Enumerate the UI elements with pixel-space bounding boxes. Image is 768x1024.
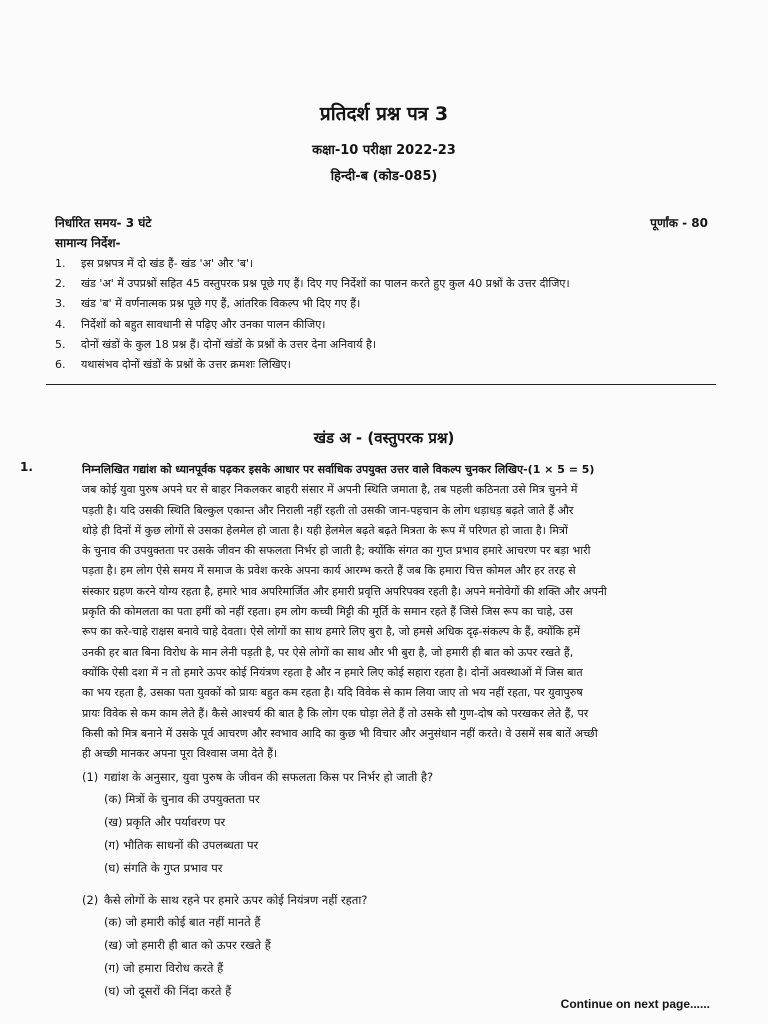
section-heading: खंड अ - (वस्तुपरक प्रश्न) [313,429,455,447]
instruction-text: इस प्रश्नपत्र में दो खंड हैं- खंड 'अ' और 'ब'। [81,257,254,270]
sub-question-stem [82,767,722,788]
instruction-item [55,254,720,274]
sub-question-number: (1) [82,770,99,784]
instruction-item [55,355,720,375]
instruction-number: 1. [55,257,66,270]
instruction-item [55,335,720,355]
instruction-text: खंड 'अ' में उपप्रश्नों सहित 45 वस्तुपरक प्रश्न पूछे गए हैं। दिए गए निर्देशों का पालन करते हुए कुल 40 प्रश्नों के उत्तर दीजिए। [81,277,570,291]
instruction-item [55,315,720,335]
option-ka: (क) जो हमारी कोई बात नहीं मानते हैं [104,915,261,929]
passage-line: ही अच्छी मानकर अपना पूरा विश्वास जमा देते हैं। [82,747,278,761]
passage-line: क्योंकि ऐसी दशा में न तो हमारे ऊपर कोई नियंत्रण रहता है और न हमारे लिए कोई सहारा रहता है। दोनों अवस्थाओं में जिस बात [82,665,583,679]
subject-code-line: हिन्दी-ब (कोड-085) [330,169,438,184]
instruction-item [55,274,720,294]
sub-question-2 [82,890,722,1003]
instruction-text: निर्देशों को बहुत सावधानी से पढ़िए और उनका पालन कीजिए। [81,317,326,331]
passage-line: रूप का करे-चाहे राक्षस बनावे चाहे देवता। ऐसे लोगों का साथ हमारे लिए बुरा है, जो हमसे अधिक दृढ़-संकल्प के हैं, क्योंकि हमें [82,625,580,639]
passage-line: संस्कार ग्रहण करने योग्य रहता है, हमारे भाव अपरिमार्जित और हमारी प्रवृत्ति अपरिपक्व रहती है। अपने मनोवेगों की शक्ति और अपनी [82,584,607,598]
instruction-number: 6. [55,357,66,371]
passage-line: थोड़े ही दिनों में कुछ लोगों से उसका हेलमेल हो जाता है। यही हेलमेल बढ़ते बढ़ते मित्रता के रूप में परिणत हो जाता है। मित्रों [82,523,568,537]
instruction-text: दोनों खंडों के कुल 18 प्रश्न हैं। दोनों खंडों के प्रश्नों के उत्तर देना अनिवार्य है। [81,337,377,351]
instruction-number: 3. [55,297,66,311]
instruction-number: 4. [55,317,66,331]
option-kha: (ख) प्रकृति और पर्यावरण पर [104,815,226,829]
passage-line: जब कोई युवा पुरुष अपने घर से बाहर निकलकर बाहरी संसार में अपनी स्थिति जमाता है, तब पहली कठिनता उसे मित्र चुनने में [82,483,578,497]
continue-note: Continue on next page...... [560,997,710,1011]
instructions-list [55,254,720,375]
instruction-text: यथासंभव दोनों खंडों के प्रश्नों के उत्तर क्रमशः लिखिए। [81,357,291,371]
instruction-item [55,294,720,314]
passage-line: पड़ता है। हम लोग ऐसे समय में समाज के प्रवेश करके अपना कार्य आरम्भ करते हैं जब कि हमारा चित्त कोमल और हर तरह से [82,564,576,578]
option-ka: (क) मित्रों के चुनाव की उपयुक्तता पर [104,792,260,806]
instruction-number: 2. [55,277,66,291]
instruction-number: 5. [55,337,66,351]
option-kha: (ख) जो हमारी ही बात को ऊपर रखते हैं [104,938,271,952]
passage-line: प्रायः विवेक से कम काम लेते हैं। कैसे आश्चर्य की बात है कि लोग एक घोड़ा लेते हैं तो उसके सौ गुण-दोष को परखकर लेते हैं, पर [82,706,589,720]
instructions-heading: सामान्य निर्देश- [55,236,121,250]
sub-question-stem [82,890,722,911]
option-ga: (ग) जो हमारा विरोध करते हैं [104,961,224,975]
sub-question-text: कैसे लोगों के साथ रहने पर हमारे ऊपर कोई नियंत्रण नहीं रहता? [104,893,368,907]
instruction-text: खंड 'ब' में वर्णनात्मक प्रश्न पूछे गए हैं, आंतरिक विकल्प भी दिए गए हैं। [81,297,361,311]
sub-question-1 [82,767,722,880]
passage-line: प्रकृति की कोमलता का पता हमीं को नहीं रहता। हम लोग कच्ची मिट्टी की मूर्ति के समान रहते हैं जिसे जिस रूप का चाहे, उस [82,605,573,619]
passage [82,460,714,764]
option-gha: (घ) जो दूसरों की निंदा करते हैं [104,984,232,998]
passage-line: का भय रहता है, उसका पता युवकों को प्रायः बहुत कम रहता है। यदि विवेक से काम लिया जाए तो भय नहीं रहता, पर युवापुरुष [82,686,583,700]
time-allowed: निर्धारित समय- 3 घंटे [55,216,152,230]
passage-line: किसी को मित्र बनाने में उसके पूर्व आचरण और स्वभाव आदि का कुछ भी विचार और अनुसंधान नहीं करते। वे उसमें सब बातें अच्छी [82,726,598,740]
option-gha: (घ) संगति के गुप्त प्रभाव पर [104,861,223,875]
option-ga: (ग) भौतिक साधनों की उपलब्धता पर [104,838,259,852]
paper-title: प्रतिदर्श प्रश्न पत्र 3 [319,103,449,125]
question-instruction: निम्नलिखित गद्यांश को ध्यानपूर्वक पढ़कर इसके आधार पर सर्वाधिक उपयुक्त उत्तर वाले विकल्प चुनकर लिखिए-(1 × 5 = 5) [82,463,595,476]
divider-line [46,384,716,385]
max-marks: पूर्णांक - 80 [650,216,708,230]
passage-line: पड़ती है। यदि उसकी स्थिति बिल्कुल एकान्त और निराली नहीं रहती तो उसकी जान-पहचान के लोग धड़ाधड़ बढ़ते जाते हैं और [82,503,574,517]
class-exam-line: कक्षा-10 परीक्षा 2022-23 [312,143,456,158]
sub-question-number: (2) [82,893,99,907]
sub-question-text: गद्यांश के अनुसार, युवा पुरुष के जीवन की सफलता किस पर निर्भर हो जाती है? [104,770,434,784]
question-number: 1. [20,460,33,474]
passage-line: उनकी हर बात बिना विरोध के मान लेनी पड़ती है, पर ऐसे लोगों का साथ और भी बुरा है, जो हमारी ही बात को ऊपर रखते हैं, [82,645,574,659]
passage-line: के चुनाव की उपयुक्तता पर उसके जीवन की सफलता निर्भर हो जाती है; क्योंकि संगत का गुप्त प्रभाव हमारे आचरण पर बड़ा भारी [82,544,591,558]
